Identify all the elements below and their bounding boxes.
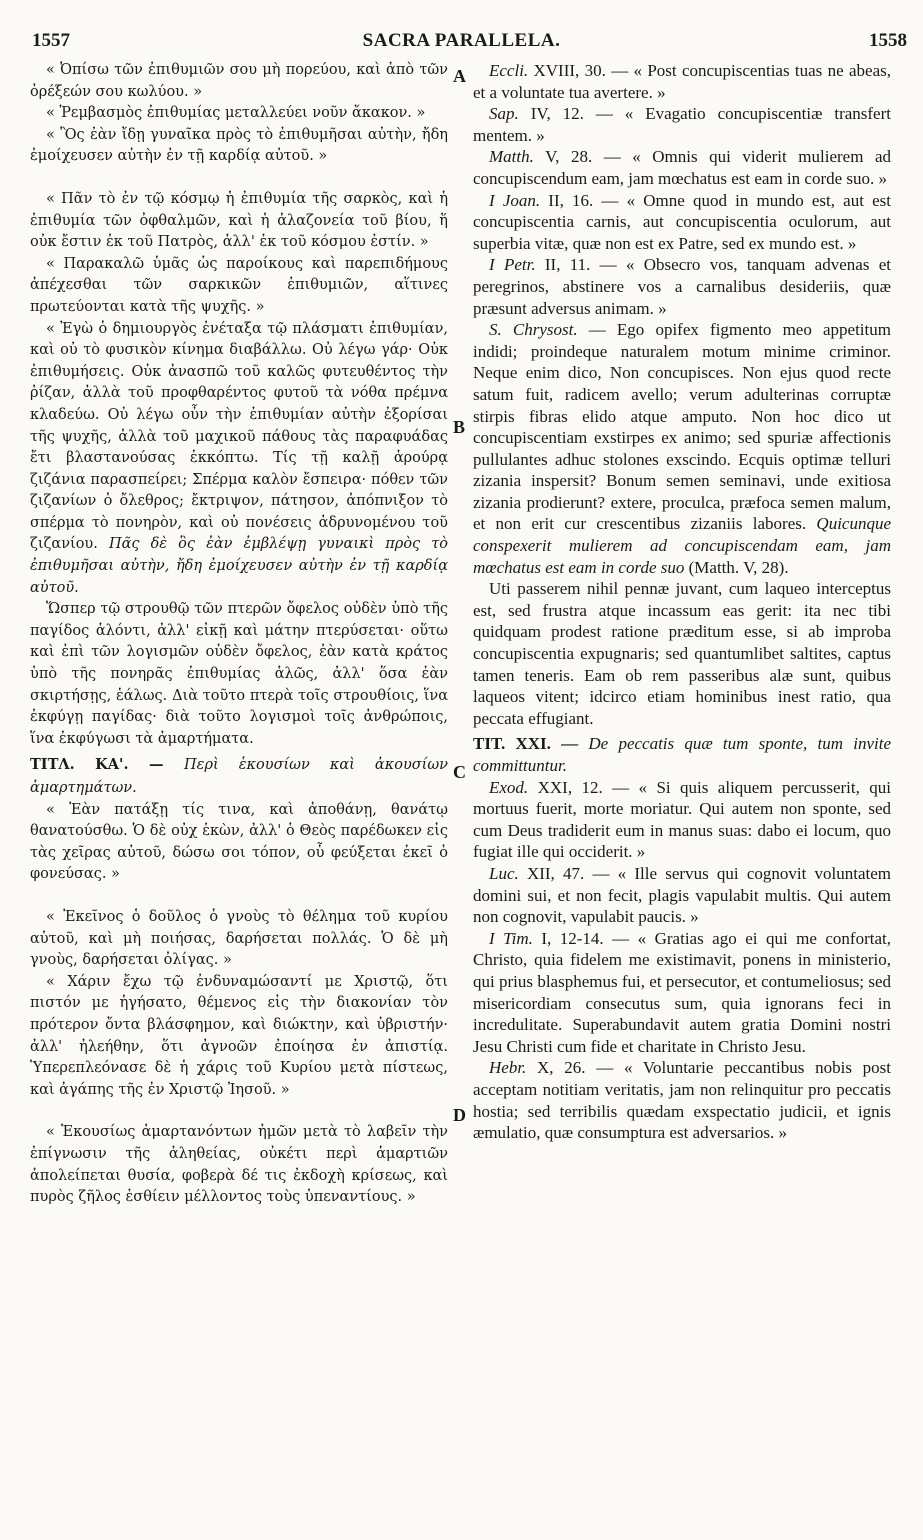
greek-paragraph: Ὥσπερ τῷ στρουθῷ τῶν πτερῶν ὄφελος οὐδὲν ὑπὸ τῆς παγίδος ἁλόντι, ἀλλ' εἰκῇ καὶ μάτην πτερύσεται· οὕτω καὶ ἐπὶ τῶν λογισμῶν οὐδὲν ὄφελος, ἐὰν κατὰ κράτος ὑπὸ τῆς πονηρᾶς ἐπιθυμίας ἁλῶς, ἀλλ' ὅσα ἐὰν σκιρτήσῃς, ἑάλως. Διὰ τοῦτο πτερὰ τοῖς στρουθίοις, ἵνα ἐκφύγῃ παγίδας· διὰ τοῦτο λογισμοὶ τοῖς ἀνθρώποις, ἵνα ἐκφύγωσι τὰ ἁμαρτήματα. [30, 601, 448, 747]
latin-section-title [473, 733, 891, 776]
margin-letter-b: B [453, 417, 466, 437]
latin-paragraph [473, 1057, 891, 1143]
greek-paragraph: « Ἑκουσίως ἁμαρτανόντων ἡμῶν μετὰ τὸ λαβεῖν τὴν ἐπίγνωσιν τῆς ἀληθείας, οὐκέτι περὶ ἁμαρτιῶν ἀπολείπεται θυσία, φοβερὰ δέ τις ἐκδοχὴ κρίσεως, καὶ πυρὸς ζῆλος ἐσθίειν μέλλοντος τοὺς ὑπεναντίους. » [30, 1124, 448, 1206]
greek-column [30, 60, 448, 1209]
latin-text: — Ego opifex figmento meo appetitum indidi; proindeque naturalem motum minime criminor. Neque enim dico, Non concupisces. Non ejus quod recte satum fuit, radicem avello; verum adulterinas corruptæ stirpis fibras elido atque amputo. Non hoc dico ut concupiscentiam exstirpes ex animo; sed spuriæ affectionis pullulantes adhuc stolones exscindo. Ecquis optimæ telluri zizania inspersit? Bonum semen seminavi, unde exitiosa zizania prodierunt? extere, proculca, præfoca semen malum, et non erit cur crescentibus zizaniis labores. [473, 320, 891, 534]
running-title: SACRA PARALLELA. [362, 30, 561, 51]
latin-text: II, 16. — « Omne quod in mundo est, aut est concupiscentia carnis, aut concupiscentia oculorum, aut superbia vitæ, quæ non est ex Patre, sed ex mundo est. » [473, 190, 891, 253]
greek-text: « Ἐγὼ ὁ δημιουργὸς ἐνέταξα τῷ πλάσματι ἐπιθυμίαν, καὶ οὐ τὸ φυσικὸν κίνημα διαβάλλω. Οὐ λέγω γάρ· Οὐκ ἐπιθυμήσεις. Οὐκ ἀνασπῶ τοῦ καλῶς φυτευθέντος τὴν ῥίζαν, ἀλλὰ τοῦ προφθαρέντος φυτοῦ τὰ νόθα πρέμνα κλαδεύω. Οὐ λέγω οὖν τὴν ἐπιθυμίαν αὐτὴν ἐξορίσαι τῆς ψυχῆς, ἀλλὰ τοῦ μαχικοῦ πάθους τὰς παραφυάδας ἔτι βλαστανούσας ἐκκόπτω. Τίς τῇ καλῇ ἀρούρᾳ ζιζάνια παρασπείρει; Σπέρμα καλὸν ἔσπειρα· πόθεν τῶν ζιζανίων ὁ ὄλεθρος; ἔκτριψον, πάτησον, ἀπόπνιξον τὸ σπέρμα τὸ πονηρὸν, καὶ οὐ πονέσεις ἀδρυνομένου τοῦ ζιζανίου. [30, 320, 448, 553]
latin-paragraph [473, 190, 891, 255]
greek-paragraph [30, 319, 448, 600]
latin-reference: Hebr. [489, 1058, 527, 1078]
greek-section-title [30, 754, 448, 799]
latin-paragraph [473, 103, 891, 146]
latin-title-label: TIT. XXI. — [473, 734, 579, 754]
greek-paragraph: « Ὀπίσω τῶν ἐπιθυμιῶν σου μὴ πορεύου, καὶ ἀπὸ τῶν ὀρέξεών σου κωλύου. » [30, 62, 448, 100]
latin-text: II, 11. — « Obsecro vos, tanquam advenas et peregrinos, abstinere vos a carnalibus desideriis, quæ præsunt adversus animam. » [473, 255, 891, 318]
latin-paragraph [473, 777, 891, 863]
latin-reference: Luc. [489, 863, 519, 883]
greek-paragraph: « Πᾶν τὸ ἐν τῷ κόσμῳ ἡ ἐπιθυμία τῆς σαρκὸς, καὶ ἡ ἐπιθυμία τῶν ὀφθαλμῶν, καὶ ἡ ἀλαζονεία τοῦ βίου, ἥ οὐκ ἔστιν ἐκ τοῦ Πατρὸς, ἀλλ' ἐκ τοῦ κόσμου ἐστίν. » [30, 190, 448, 251]
greek-paragraph: « Χάριν ἔχω τῷ ἐνδυναμώσαντί με Χριστῷ, ὅτι πιστόν με ἡγήσατο, θέμενος εἰς τὴν διακονίαν τὸν πρότερον ὄντα βλάσφημον, καὶ διώκτην, καὶ ὑβριστήν· ἀλλ' ἠλεήθην, ὅτι ἀγνοῶν ἐποίησα ἐν ἀπιστίᾳ. Ὑπερεπλεόνασε δὲ ἡ χάρις τοῦ Κυρίου μετὰ πίστεως, καὶ ἀγάπης τῆς ἐν Χριστῷ Ἰησοῦ. » [30, 973, 448, 1098]
latin-title-text: De peccatis quæ tum sponte, tum invite committuntur. [473, 734, 891, 775]
greek-paragraph: « Ὃς ἐὰν ἴδῃ γυναῖκα πρὸς τὸ ἐπιθυμῆσαι αὐτὴν, ἤδη ἐμοίχευσεν αὐτὴν ἐν τῇ καρδίᾳ αὐτοῦ. » [30, 126, 448, 165]
latin-text: XXI, 12. — « Si quis aliquem percusserit, qui mortuus fuerit, morte moriatur. Qui autem non sponte, sed cum Deus tradiderit eum in manus suas: dabo ei locum, quo fugiat ille qui occiderit. » [473, 777, 891, 862]
latin-paragraph [473, 254, 891, 319]
latin-text: V, 28. — « Omnis qui viderit mulierem ad concupiscendum eam, jam mœchatus est eam in corde suo. » [473, 147, 891, 188]
latin-reference: Matth. [489, 147, 534, 167]
greek-paragraph: « Παρακαλῶ ὑμᾶς ὡς παροίκους καὶ παρεπιδήμους ἀπέχεσθαι τῶν σαρκικῶν ἐπιθυμιῶν, αἵτινες πρωτεύονται κατὰ τῆς ψυχῆς. » [30, 255, 448, 315]
latin-reference: I Tim. [489, 928, 533, 948]
page-header [14, 22, 909, 56]
latin-text: XII, 47. — « Ille servus qui cognovit voluntatem domini sui, et non fecit, plagis vapulabit multis. Qui autem non cognovit, vapulabit paucis. » [473, 863, 891, 927]
latin-paragraph [473, 146, 891, 189]
greek-title-label: ΤΙΤΛ. ΚΑ'. — [30, 756, 164, 774]
latin-paragraph [473, 60, 891, 103]
latin-paragraph [473, 863, 891, 928]
latin-paragraph [473, 928, 891, 1058]
latin-reference: Sap. [489, 104, 519, 124]
latin-reference: Exod. [489, 777, 529, 797]
greek-paragraph: « Ῥεμβασμὸς ἐπιθυμίας μεταλλεύει νοῦν ἄκακον. » [46, 105, 426, 122]
latin-paragraph [473, 319, 891, 578]
latin-text: (Matth. V, 28). [684, 557, 789, 577]
margin-letter-a: A [453, 66, 466, 86]
greek-paragraph: « Ἐκεῖνος ὁ δοῦλος ὁ γνοὺς τὸ θέλημα τοῦ κυρίου αὐτοῦ, καὶ μὴ ποιήσας, δαρήσεται πολλάς. Ὁ δὲ μὴ γνοὺς, δαρήσεται ὀλίγας. » [30, 908, 448, 969]
greek-italic-quote: Πᾶς δὲ ὃς ἐὰν ἐμβλέψῃ γυναικὶ πρὸς τὸ ἐπιθυμῆσαι αὐτὴν, ἤδη ἐμοίχευσεν αὐτὴν ἐν τῇ καρδίᾳ αὐτοῦ. [30, 536, 449, 596]
margin-letter-c: C [453, 762, 466, 782]
latin-italic-quote: Quicunque conspexerit mulierem ad concupiscendam eam, jam mœchatus est eam in corde suo [473, 514, 892, 577]
greek-paragraph: « Ἐὰν πατάξῃ τίς τινα, καὶ ἀποθάνῃ, θανάτῳ θανατούσθω. Ὁ δὲ οὐχ ἑκὼν, ἀλλ' ὁ Θεὸς παρέδωκεν εἰς τὰς χεῖρας αὐτοῦ, δώσω σοι τόπον, οὗ φεύξεται ἐκεῖ ὁ φονεύσας. » [30, 801, 448, 883]
latin-text: X, 26. — « Voluntarie peccantibus nobis post acceptam notitiam veritatis, jam non relinquitur pro peccatis hostia; sed terribilis quædam exspectatio judicii, et ignis æmulatio, quæ consumptura est adversarios. » [473, 1058, 891, 1143]
greek-title-text: Περὶ ἑκουσίων καὶ ἀκουσίων ἁμαρτημάτων. [30, 757, 448, 796]
latin-text: I, 12-14. — « Gratias ago ei qui me confortat, Christo, quia fidelem me existimavit, ponens in ministerio, qui prius blasphemus fui, et persecutor, et contumeliosus; sed misericordiam consecutus sum, quia ignorans feci in incredulitate. Superabundavit autem gratia Domini nostri Jesu Christi cum fide et charitate in Christo Jesu. [473, 928, 891, 1056]
latin-reference: I Joan. [489, 190, 541, 210]
latin-paragraph: Uti passerem nihil pennæ juvant, cum laqueo interceptus est, sed frustra atque incassum eas gerit: ita nec tibi quidquam prodest ratione præditum esse, si ab improba concupiscentia expugnaris; sed quantumlibet saltites, captus tamen teneris. Eam ob rem passeribus alæ sunt, quibus laqueos vitent; idcirco etiam hominibus inest ratio, qua peccata effugiant. [473, 579, 891, 728]
page-number-right: 1558 [869, 30, 907, 51]
latin-reference: I Petr. [489, 255, 536, 275]
latin-column [473, 60, 891, 1144]
latin-text: IV, 12. — « Evagatio concupiscentiæ transfert mentem. » [473, 104, 891, 145]
page-number-left: 1557 [32, 30, 70, 51]
margin-letter-d: D [453, 1105, 466, 1125]
latin-text: XVIII, 30. — « Post concupiscentias tuas ne abeas, et a voluntate tua avertere. » [473, 61, 891, 102]
latin-reference: Eccli. [489, 61, 529, 80]
latin-reference: S. Chrysost. [489, 320, 578, 340]
